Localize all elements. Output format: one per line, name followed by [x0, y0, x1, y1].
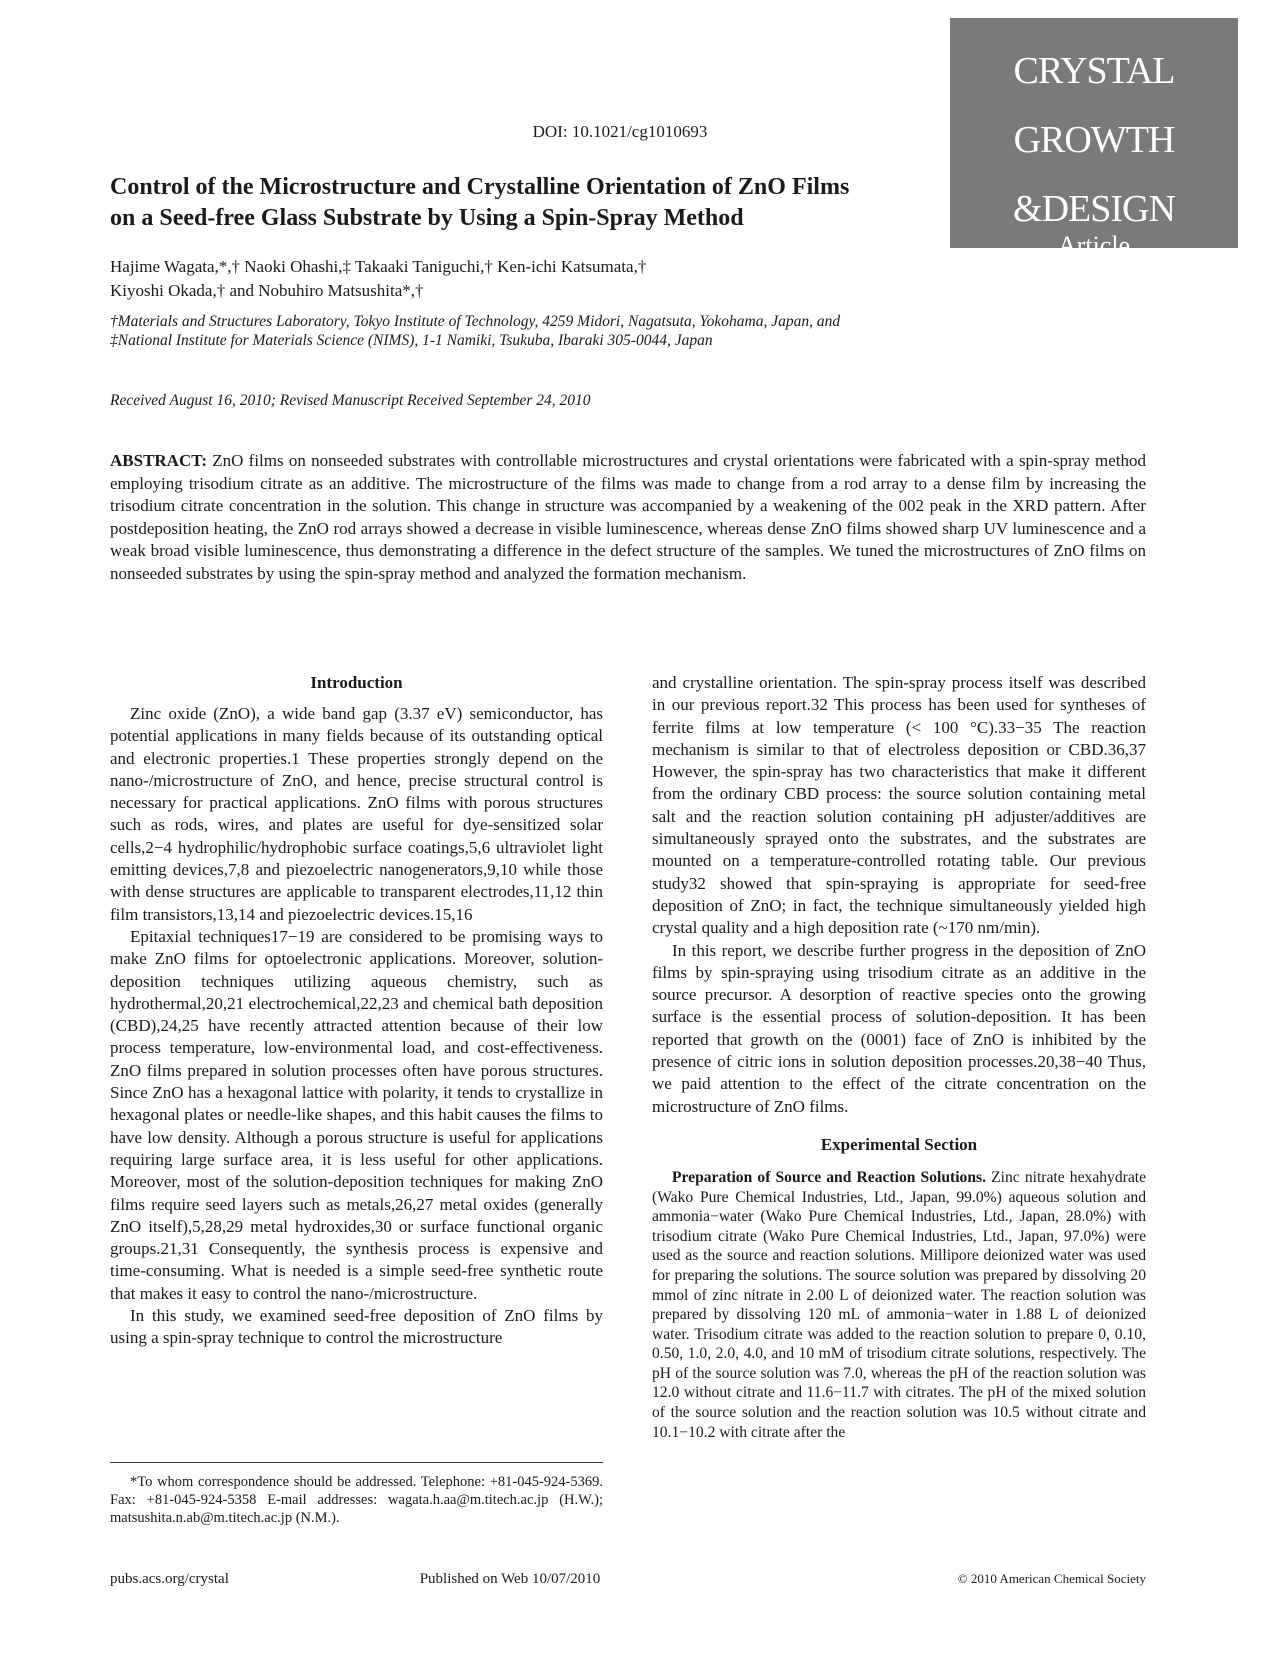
affiliations: †Materials and Structures Laboratory, Tokyo Institute of Technology, 4259 Midori, Nagatsuta, Yokohama, Japan, and ‡National Institute for Materials Science (NIMS), 1-1 Namiki, Tsukuba, Ibaraki 305-0044, Japan: [110, 313, 841, 349]
footer-url: pubs.acs.org/crystal: [110, 1571, 229, 1587]
article-type: Article: [1057, 231, 1131, 260]
introduction-heading: Introduction: [310, 673, 403, 692]
journal-name-line1: CRYSTAL: [1013, 50, 1175, 92]
left-column: [110, 672, 603, 1350]
abstract: [110, 450, 1146, 586]
journal-badge: [950, 18, 1238, 333]
experimental-subheading: Preparation of Source and Reaction Solutions.: [672, 1168, 986, 1186]
footer-copyright: © 2010 American Chemical Society: [957, 1571, 1146, 1586]
authors: [110, 255, 870, 303]
experimental-paragraph-1: [652, 1168, 1146, 1442]
footnote-divider: [110, 1462, 603, 1463]
correspondence-footnote: *To whom correspondence should be addressed. Telephone: +81-045-924-5369. Fax: +81-045-924-5358 E-mail addresses: wagata.h.aa@m.titech.ac.jp (H.W.); matsushita.n.ab@m.titech.ac.jp (N.M.).: [110, 1474, 603, 1526]
received-dates: Received August 16, 2010; Revised Manuscript Received September 24, 2010: [110, 392, 591, 409]
journal-name-line2: GROWTH: [1013, 119, 1175, 161]
journal-name-line3: &DESIGN: [1013, 188, 1175, 230]
title-line-1: Control of the Microstructure and Crystalline Orientation of ZnO Films: [110, 174, 850, 200]
right-column: [652, 672, 1146, 1442]
intro-paragraph-2: Epitaxial techniques17−19 are considered to be promising ways to make ZnO films for optoelectronic applications. Moreover, solution-deposition techniques utilizing aqueous chemistry, such as hydrothermal,20,21 electrochemical,22,23 and chemical bath deposition (CBD),24,25 have recently attracted attention because of their low process temperature, low-environmental load, and cost-effectiveness. ZnO films prepared in solution processes often have porous structures. Since ZnO has a hexagonal lattice with polarity, it tends to crystallize in hexagonal plates or needle-like shapes, and this habit causes the films to have low density. Although a porous structure is useful for applications requiring large surface area, it is less useful for other applications. Moreover, most of the solution-deposition techniques for making ZnO films require seed layers such as metals,26,27 metal oxides (generally ZnO itself),5,28,29 metal hydroxides,30 or surface functional organic groups.21,31 Consequently, the synthesis process is expensive and time-consuming. What is needed is a simple seed-free synthetic route that makes it easy to control the nano-/microstructure.: [110, 926, 603, 1303]
doi: DOI: 10.1021/cg1010693: [532, 122, 708, 141]
abstract-text: ZnO films on nonseeded substrates with controllable microstructures and crystal orientations were fabricated with a spin-spray method employing trisodium citrate as an additive. The microstructure of the films was made to change from a rod array to a dense film by increasing the trisodium citrate concentration in the solution. This change in structure was accompanied by a weakening of the 002 peak in the XRD pattern. After postdeposition heating, the ZnO rod arrays showed a decrease in visible luminescence, whereas dense ZnO films showed sharp UV luminescence and a weak broad visible luminescence, thus demonstrating a difference in the defect structure of the samples. We tuned the microstructures of ZnO films on nonseeded substrates by using the spin-spray method and analyzed the formation mechanism.: [110, 451, 1147, 583]
abstract-label: ABSTRACT:: [110, 451, 207, 470]
experimental-body: [652, 1168, 1146, 1442]
journal-volume: 2010, Vol. 10: [1040, 274, 1148, 296]
footer-published: Published on Web 10/07/2010: [419, 1571, 601, 1587]
intro-paragraph-4: and crystalline orientation. The spin-spray process itself was described in our previous report.32 This process has been used for syntheses of ferrite films at low temperature (< 100 °C).33−35 The reaction mechanism is similar to that of electroless deposition or CBD.36,37 However, the spin-spray has two characteristics that make it different from the ordinary CBD process: the source solution containing metal salt and the reaction solution containing pH adjuster/additives are simultaneously sprayed onto the substrates, and the substrates are mounted on a temperature-controlled rotating table. Our previous study32 showed that spin-spraying is appropriate for seed-free deposition of ZnO; in fact, the technique simultaneously yielded high crystal quality and a high deposition rate (~170 nm/min).: [652, 673, 1146, 938]
intro-paragraph-3: In this study, we examined seed-free deposition of ZnO films by using a spin-spray technique to control the microstructure: [110, 1306, 603, 1348]
journal-pages: 4968–4975: [1049, 311, 1139, 333]
experimental-heading: Experimental Section: [820, 1134, 978, 1154]
authors-line-1: Hajime Wagata,*,† Naoki Ohashi,‡ Takaaki Taniguchi,† Ken-ichi Katsumata,†: [110, 257, 647, 276]
intro-paragraph-5: In this report, we describe further progress in the deposition of ZnO films by spin-spraying using trisodium citrate as an additive in the source precursor. A desorption of reactive species onto the growing surface is the essential process of solution-deposition. It has been reported that growth on the (0001) face of ZnO is inhibited by the presence of citric ions in solution deposition processes.20,38−40 Thus, we paid attention to the effect of the citrate concentration on the microstructure of ZnO films.: [652, 940, 1146, 1116]
intro-paragraph-1: Zinc oxide (ZnO), a wide band gap (3.37 eV) semiconductor, has potential applications in many fields because of its outstanding optical and electronic properties.1 These properties strongly depend on the nano-/microstructure of ZnO, and hence, precise structural control is necessary for practical applications. ZnO films with porous structures such as rods, wires, and plates are useful for dye-sensitized solar cells,2−4 hydrophilic/hydrophobic surface coatings,5,6 ultraviolet light emitting devices,7,8 and piezoelectric nanogenerators,9,10 while those with dense structures are applicable to transparent electrodes,11,12 thin film transistors,13,14 and piezoelectric devices.15,16: [110, 704, 603, 924]
experimental-text: Zinc nitrate hexahydrate (Wako Pure Chemical Industries, Ltd., Japan, 99.0%) aqueous solution and ammonia−water (Wako Pure Chemical Industries, Ltd., Japan, 28.0%) with trisodium citrate (Wako Pure Chemical Industries, Ltd., Japan, 97.0%) were used as the source and reaction solutions. Millipore deionized water was used for preparing the solutions. The source solution was prepared by dissolving 20 mmol of zinc nitrate in 2.00 L of deionized water. The reaction solution was prepared by dissolving 120 mL of ammonia−water in 1.88 L of deionized water. Trisodium citrate was added to the reaction solution to prepare 0, 0.10, 0.50, 1.0, 2.0, 4.0, and 10 mM of trisodium citrate solutions, respectively. The pH of the source solution was 7.0, whereas the pH of the reaction solution was 12.0 without citrate and 11.6−11.7 with citrates. The pH of the mixed solution of the source solution and the reaction solution was 10.5 without citrate and 10.1−10.2 with citrate after the: [652, 1168, 1146, 1441]
paper-title: [110, 172, 870, 234]
title-line-2: on a Seed-free Glass Substrate by Using a Spin-Spray Method: [110, 205, 744, 231]
authors-line-2: Kiyoshi Okada,† and Nobuhiro Matsushita*,†: [110, 281, 424, 300]
